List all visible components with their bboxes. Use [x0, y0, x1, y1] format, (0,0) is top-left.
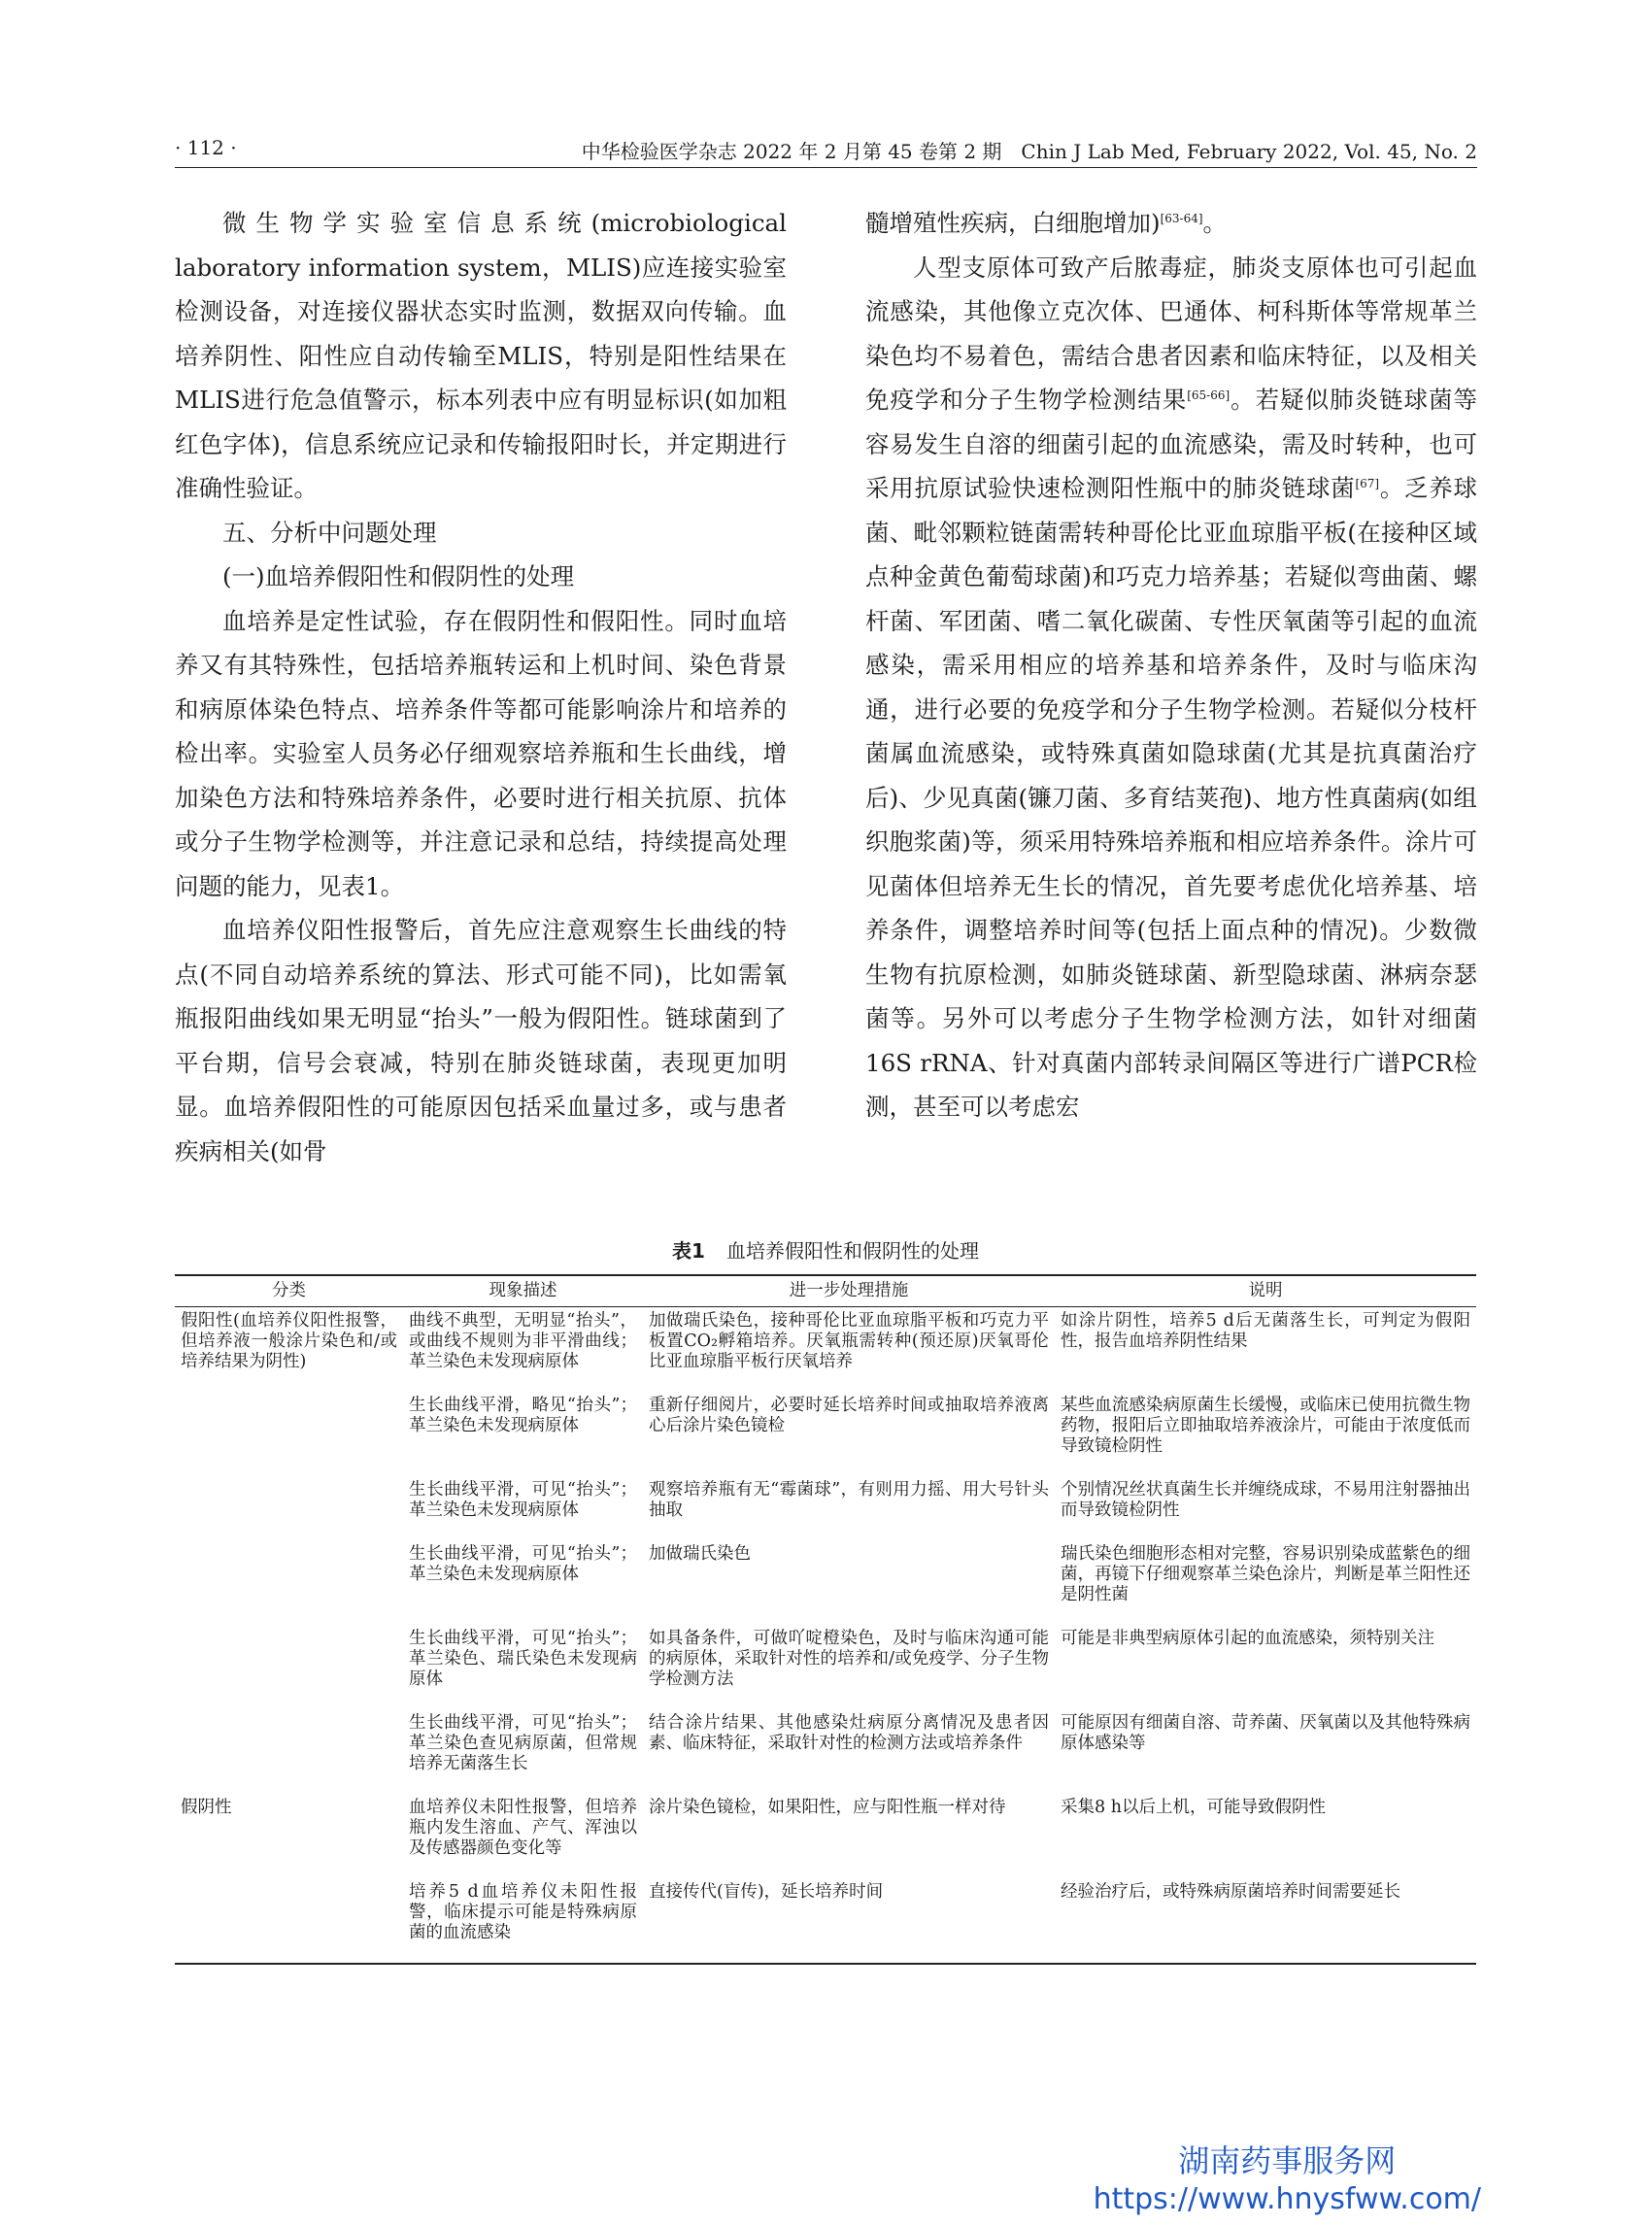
watermark-url[interactable]: https://www.hnysfww.com/ [1093, 2182, 1481, 2216]
table-cell: 加做瑞氏染色 [649, 1544, 751, 1564]
column-header: 说明 [1055, 1275, 1476, 1307]
table-cell: 加做瑞氏染色，接种哥伦比亚血琼脂平板和巧克力平板置CO₂孵箱培养。厌氧瓶需转种(预还原)厌氧哥伦比亚血琼脂平板行厌氧培养 [649, 1311, 1049, 1371]
table-row [175, 1878, 1476, 1964]
table-cell: 生长曲线平滑，可见“抬头”；革兰染色未发现病原体 [409, 1544, 637, 1584]
column-header: 现象描述 [403, 1275, 643, 1307]
column-header: 进一步处理措施 [643, 1275, 1055, 1307]
table-cell: 可能是非典型病原体引起的血流感染，须特别关注 [1061, 1629, 1434, 1648]
table-cell: 直接传代(盲传)，延长培养时间 [643, 1878, 1055, 1964]
table-row [175, 1307, 1476, 1393]
table-cell: 采集8 h以后上机，可能导致假阴性 [1061, 1798, 1326, 1817]
table-row [175, 1709, 1476, 1794]
table-cell [175, 1392, 403, 1476]
table-row [175, 1625, 1476, 1709]
table-cell: 血培养仪未阳性报警，但培养瓶内发生溶血、产气、浑浊以及传感器颜色变化等 [409, 1798, 637, 1858]
data-table [175, 1274, 1476, 1965]
table-cell: 如具备条件，可做吖啶橙染色，及时与临床沟通可能的病原体，采取针对性的培养和/或免疫学、分子生物学检测方法 [649, 1629, 1049, 1689]
table-row [175, 1540, 1476, 1625]
paragraph-continued: 髓增殖性疾病，白细胞增加)[63-64]。 [865, 209, 1228, 237]
subsection-heading: (一)血培养假阳性和假阴性的处理 [222, 562, 575, 590]
table-cell: 某些血流感染病原菌生长缓慢，或临床已使用抗微生物药物，报阳后立即抽取培养液涂片，可能由于浓度低而导致镜检阴性 [1061, 1396, 1470, 1456]
table-label: 表1 [672, 1239, 705, 1263]
table-cell: 曲线不典型，无明显“抬头”，或曲线不规则为非平滑曲线；革兰染色未发现病原体 [409, 1311, 637, 1371]
table-cell: 个别情况丝状真菌生长并缠绕成球，不易用注射器抽出而导致镜检阴性 [1061, 1480, 1470, 1520]
table-header-row [175, 1275, 1476, 1307]
paragraph-growth-curve: 血培养仪阳性报警后，首先应注意观察生长曲线的特点(不同自动培养系统的算法、形式可能不同)，比如需氧瓶报阳曲线如果无明显“抬头”一般为假阳性。链球菌到了平台期，信号会衰减，特别在肺炎链球菌，表现更加明显。血培养假阳性的可能原因包括采血量过多，或与患者疾病相关(如骨 [175, 916, 787, 1165]
table-row [175, 1392, 1476, 1476]
table-cell [175, 1709, 403, 1794]
paragraph-special-pathogens: 人型支原体可致产后脓毒症，肺炎支原体也可引起血流感染，其他像立克次体、巴通体、柯科斯体等常规革兰染色均不易着色，需结合患者因素和临床特征，以及相关免疫学和分子生物学检测结果[65-66]。若疑似肺炎链球菌等容易发生自溶的细菌引起的血流感染，需及时转种，也可采用抗原试验快速检测阳性瓶中的肺炎链球菌[67]。乏养球菌、毗邻颗粒链菌需转种哥伦比亚血琼脂平板(在接种区域点种金黄色葡萄球菌)和巧克力培养基；若疑似弯曲菌、螺杆菌、军团菌、嗜二氧化碳菌、专性厌氧菌等引起的血流感染，需采用相应的培养基和培养条件，及时与临床沟通，进行必要的免疫学和分子生物学检测。若疑似分枝杆菌属血流感染，或特殊真菌如隐球菌(尤其是抗真菌治疗后)、少见真菌(镰刀菌、多育结荚孢)、地方性真菌病(如组织胞浆菌)等，须采用特殊培养瓶和相应培养条件。涂片可见菌体但培养无生长的情况，首先要考虑优化培养基、培养条件，调整培养时间等(包括上面点种的情况)。少数微生物有抗原检测，如肺炎链球菌、新型隐球菌、淋病奈瑟菌等。另外可以考虑分子生物学检测方法，如针对细菌16S rRNA、针对真菌内部转录间隔区等进行广谱PCR检测，甚至可以考虑宏 [865, 253, 1478, 1121]
right-column [865, 201, 1477, 1129]
page-header [175, 134, 1477, 168]
table-cell: 生长曲线平滑，可见“抬头”；革兰染色未发现病原体 [409, 1480, 637, 1520]
watermark [1094, 2141, 1481, 2219]
table-cell: 可能原因有细菌自溶、苛养菌、厌氧菌以及其他特殊病原体感染等 [1061, 1713, 1470, 1753]
table-cell: 经验治疗后，或特殊病原菌培养时间需要延长 [1055, 1878, 1476, 1964]
page-number: · 112 · [175, 136, 237, 159]
table-cell: 生长曲线平滑，可见“抬头”；革兰染色、瑞氏染色未发现病原体 [409, 1629, 637, 1689]
table-cell: 如涂片阴性，培养5 d后无菌落生长，可判定为假阳性，报告血培养阴性结果 [1061, 1311, 1470, 1351]
table-cell: 观察培养瓶有无“霉菌球”，有则用力摇、用大号针头抽取 [649, 1480, 1049, 1520]
table-cell: 瑞氏染色细胞形态相对完整，容易识别染成蓝紫色的细菌，再镜下仔细观察革兰染色涂片，判断是革兰阳性还是阴性菌 [1061, 1544, 1470, 1604]
table-cell: 生长曲线平滑，可见“抬头”；革兰染色查见病原菌，但常规培养无菌落生长 [409, 1713, 637, 1773]
left-column [175, 201, 787, 1173]
paragraph-mlis: 微生物学实验室信息系统(microbiological laboratory information system，MLIS)应连接实验室检测设备，对连接仪器状态实时监测，数据双向传输。血培养阴性、阳性应自动传输至MLIS，特别是阳性结果在MLIS进行危急值警示，标本列表中应有明显标识(如加粗红色字体)，信息系统应记录和传输报阳时长，并定期进行准确性验证。 [175, 209, 787, 502]
column-header: 分类 [175, 1275, 403, 1307]
table-cell [175, 1625, 403, 1709]
paragraph-definition: 血培养是定性试验，存在假阴性和假阳性。同时血培养又有其特殊性，包括培养瓶转运和上机时间、染色背景和病原体染色特点、培养条件等都可能影响涂片和培养的检出率。实验室人员务必仔细观察培养瓶和生长曲线，增加染色方法和特殊培养条件，必要时进行相关抗原、抗体或分子生物学检测等，并注意记录和总结，持续提高处理问题的能力，见表1。 [175, 606, 787, 900]
citation-ref: [63-64] [1160, 211, 1203, 225]
citation-ref: [67] [1355, 476, 1380, 490]
table-cell [175, 1476, 403, 1540]
table-cell: 重新仔细阅片，必要时延长培养时间或抽取培养液离心后涂片染色镜检 [649, 1396, 1049, 1435]
journal-citation: 中华检验医学杂志 2022 年 2 月第 45 卷第 2 期 Chin J Lab Med, February 2022, Vol. 45, No. 2 [581, 140, 1477, 163]
table-cell: 假阴性 [181, 1798, 232, 1817]
table-cell: 假阳性(血培养仪阳性报警，但培养液一般涂片染色和/或培养结果为阴性) [181, 1311, 397, 1371]
table-cell: 生长曲线平滑，略见“抬头”；革兰染色未发现病原体 [409, 1396, 637, 1435]
watermark-title: 湖南药事服务网 [1178, 2142, 1397, 2179]
table-row [175, 1476, 1476, 1540]
table-row [175, 1794, 1476, 1878]
table-cell: 涂片染色镜检，如果阳性，应与阳性瓶一样对待 [649, 1798, 1006, 1817]
table-cell [175, 1878, 403, 1964]
table-caption [175, 1235, 1476, 1264]
table-cell [175, 1540, 403, 1625]
table-title: 血培养假阳性和假阴性的处理 [725, 1239, 979, 1263]
citation-ref: [65-66] [1187, 388, 1231, 402]
table-cell: 结合涂片结果、其他感染灶病原分离情况及患者因素、临床特征，采取针对性的检测方法或培养条件 [649, 1713, 1049, 1753]
table-cell: 培养5 d血培养仪未阳性报警，临床提示可能是特殊病原菌的血流感染 [403, 1878, 643, 1964]
section-heading: 五、分析中问题处理 [222, 518, 437, 547]
